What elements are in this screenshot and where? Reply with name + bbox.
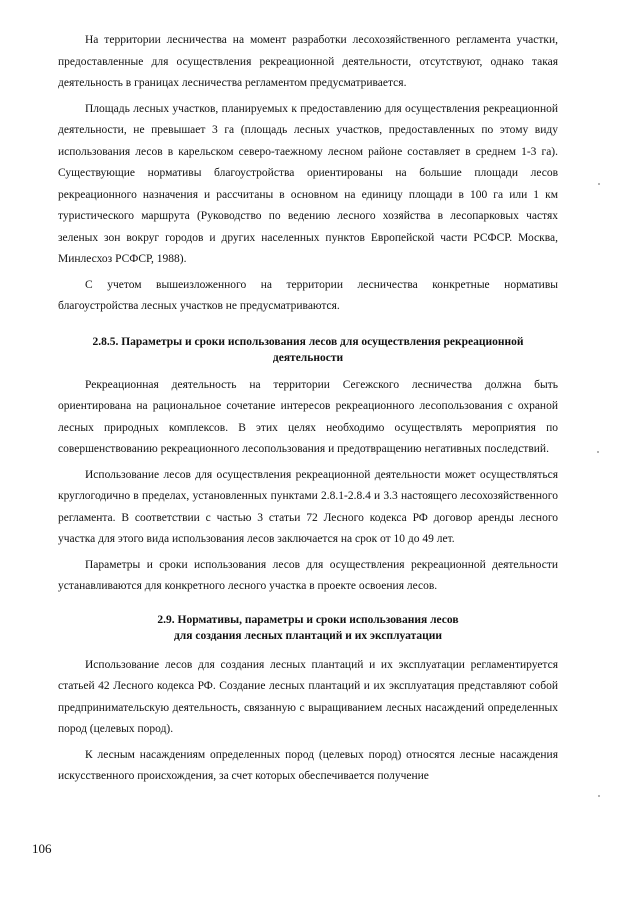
scan-speck	[598, 795, 600, 797]
paragraph-no-specific-norms: С учетом вышеизложенного на территории лесничества конкретные нормативы благоустройства лесных участков не предусматриваются.	[58, 278, 558, 312]
paragraph-recreation-orientation: Рекреационная деятельность на территории Сегежского лесничества должна быть ориентирована на рациональное сочетание интересов рекреационного лесопользования с охраной лесных природных комплексов. В этих целях необходимо осуществлять мероприятия по совершенствованию рекреационного лесопользования и предотвращению негативных последствий.	[58, 378, 558, 455]
page-number: 106	[32, 841, 52, 856]
paragraph-no-recreation-plots: На территории лесничества на момент разработки лесохозяйственного регламента участки, предоставленные для осуществления рекреационной деятельности, отсутствуют, однако такая деятельность в границах лесничества регламентом предусматривается.	[58, 34, 558, 89]
section-heading-2-9	[58, 612, 558, 644]
paragraph-forest-plantations: Использование лесов для создания лесных плантаций и их эксплуатации регламентируется статьей 42 Лесного кодекса РФ. Создание лесных плантаций и их эксплуатация представляют собой предпринимательскую деятельность, связанную с выращиванием лесных насаждений определенных пород (целевых пород).	[58, 658, 558, 735]
section-heading-2-9-line2: для создания лесных плантаций и их эксплуатации	[173, 629, 443, 642]
paragraph-plot-area-norms: Площадь лесных участков, планируемых к предоставлению для осуществления рекреационной деятельности, не превышает 3 га (площадь лесных участков, предоставленных по этому виду использования лесов в карельском северо-таежному лесном районе составляет в среднем 1-3 га). Существующие нормативы благоустройства ориентированы на большие площади лесов рекреационного назначения и рассчитаны в основном на единицу площади в 100 га или 1 км туристического маршрута (Руководство по ведению лесного хозяйства в лесопарковых частях зеленых зон вокруг городов и других населенных пунктов Европейской части РСФСР. Москва, Минлесхоз РСФСР, 1988).	[58, 102, 558, 265]
scan-speck	[597, 451, 599, 453]
paragraph-year-round-use: Использование лесов для осуществления рекреационной деятельности может осуществляться круглогодично в пределах, установленных пунктами 2.8.1-2.8.4 и 3.3 настоящего лесохозяйственного регламента. В соответствии с частью 3 статьи 72 Лесного кодекса РФ договор аренды лесного участка для этого вида использования лесов заключается на срок от 10 до 49 лет.	[58, 468, 558, 545]
paragraph-target-species: К лесным насаждениям определенных пород (целевых пород) относятся лесные насаждения искусственного происхождения, за счет которых обеспечивается получение	[58, 748, 558, 782]
paragraph-parameters-in-project: Параметры и сроки использования лесов для осуществления рекреационной деятельности устанавливаются для конкретного лесного участка в проекте освоения лесов.	[58, 558, 558, 592]
section-heading-2-8-5	[58, 334, 558, 366]
document-page	[58, 30, 558, 788]
section-heading-2-8-5-line2: деятельности	[272, 351, 344, 364]
scan-speck	[598, 183, 600, 185]
section-heading-2-8-5-line1: 2.8.5. Параметры и сроки использования лесов для осуществления рекреационной	[92, 335, 524, 348]
section-heading-2-9-line1: 2.9. Нормативы, параметры и сроки использования лесов	[157, 613, 459, 626]
